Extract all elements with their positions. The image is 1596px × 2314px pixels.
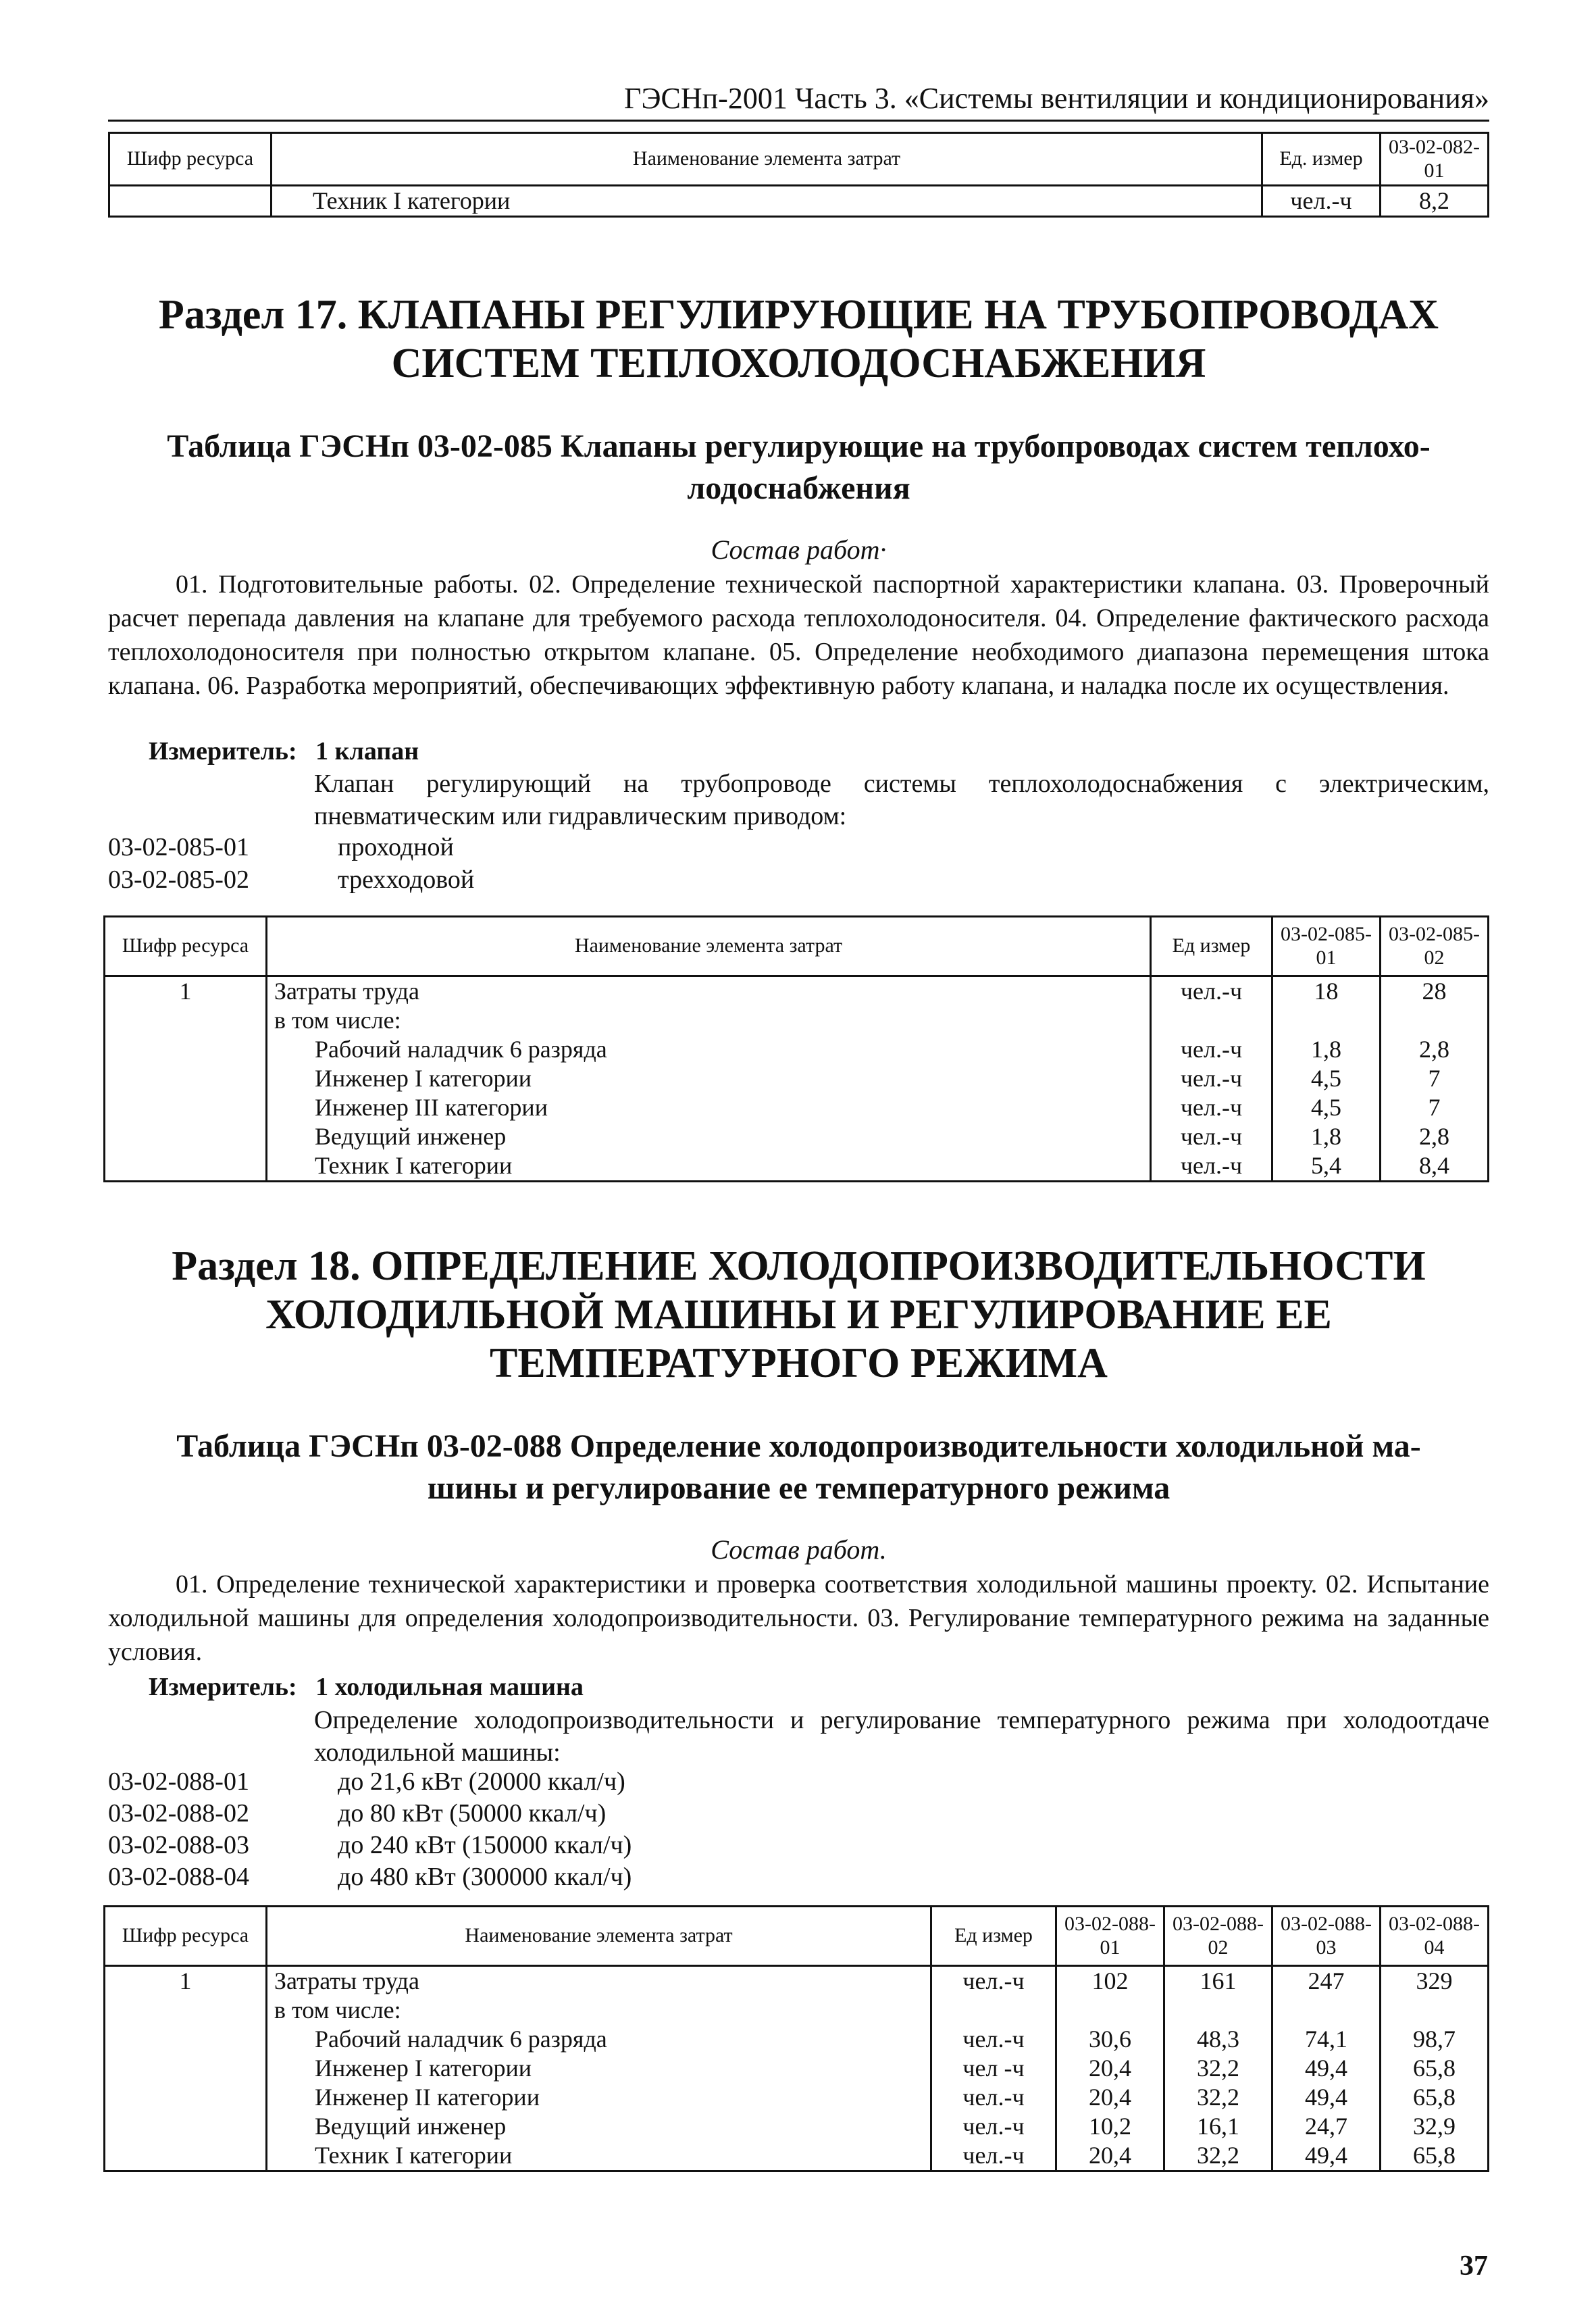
cell-units <box>1151 976 1272 1182</box>
row-unit <box>932 1996 1055 2025</box>
row-value: 49,4 <box>1305 2055 1347 2082</box>
row-value: 161 <box>1200 1967 1237 1994</box>
page-number: 37 <box>1460 2250 1488 2282</box>
code-row <box>108 865 474 895</box>
header-resource: Шифр ресурса <box>105 917 267 976</box>
code: 03-02-088-04 <box>108 1863 249 1891</box>
row-label: Рабочий наладчик 6 разряда <box>315 2026 607 2053</box>
header-name: Наименование элемента затрат <box>267 917 1151 976</box>
row-unit <box>1152 1006 1271 1035</box>
row-value: 247 <box>1308 1967 1345 1994</box>
header-name: Наименование элемента затрат <box>267 1907 931 1966</box>
row-value: 49,4 <box>1305 2084 1347 2111</box>
row-value: 20,4 <box>1089 2084 1131 2111</box>
row-value: 7 <box>1428 1094 1441 1121</box>
row-value: 30,6 <box>1089 2026 1131 2053</box>
code: 03-02-088-03 <box>108 1831 249 1859</box>
meter-label: Измеритель: <box>149 737 297 765</box>
running-header: ГЭСНп-2001 Часть 3. «Системы вентиляции и кондиционирования» <box>108 81 1489 122</box>
header-col-088-02: 03-02-088-02 <box>1164 1907 1272 1966</box>
row-label: в том числе: <box>274 1996 401 2023</box>
row-value: 7 <box>1428 1065 1441 1092</box>
row-value <box>1381 1996 1487 2025</box>
description-085: Клапан регулирующий на трубопроводе системы теплохолодоснабжения с электрическим, пневматическим или гидравлическим приводом: <box>314 770 1489 830</box>
row-unit: чел.-ч <box>962 1967 1025 1994</box>
header-resource: Шифр ресурса <box>109 133 272 186</box>
meter-088 <box>149 1672 584 1702</box>
row-value: 32,2 <box>1197 2055 1239 2082</box>
row-unit: чел.-ч <box>1180 1094 1243 1121</box>
row-label: Ведущий инженер <box>315 1123 507 1150</box>
header-unit: Ед измер <box>1151 917 1272 976</box>
table-088-title-line1: Таблица ГЭСНп 03-02-088 Определение холодопроизводительности холодильной ма- <box>176 1428 1421 1464</box>
code: 03-02-085-02 <box>108 865 249 894</box>
header-unit: Ед. измер <box>1262 133 1381 186</box>
header-unit: Ед измер <box>931 1907 1056 1966</box>
composition-label-085: Состав работ· <box>711 534 887 565</box>
cell-values-col1 <box>1272 976 1381 1182</box>
row-value: 102 <box>1091 1967 1129 1994</box>
table-085-title-line1: Таблица ГЭСНп 03-02-085 Клапаны регулирующие на трубопроводах систем теплохо- <box>167 428 1431 464</box>
header-col-085-02: 03-02-085-02 <box>1381 917 1489 976</box>
row-unit: чел.-ч <box>962 2084 1025 2111</box>
cell-resource <box>109 186 272 217</box>
meter-value: 1 холодильная машина <box>315 1673 584 1701</box>
code-row <box>108 1767 625 1796</box>
cell-values-col3 <box>1272 1966 1381 2171</box>
code-row <box>108 1830 632 1860</box>
header-resource: Шифр ресурса <box>105 1907 267 1966</box>
meter-label: Измеритель: <box>149 1673 297 1701</box>
row-label: Рабочий наладчик 6 разряда <box>315 1036 607 1063</box>
cell-values-col2 <box>1164 1966 1272 2171</box>
row-label: Инженер I категории <box>315 2055 532 2082</box>
row-unit: чел.-ч <box>1180 1152 1243 1179</box>
row-value: 32,2 <box>1197 2084 1239 2111</box>
header-col-088-01: 03-02-088-01 <box>1056 1907 1164 1966</box>
row-value <box>1381 1006 1487 1035</box>
description-088: Определение холодопроизводительности и регулирование температурного режима при холодоотдаче холодильной машины: <box>314 1706 1489 1767</box>
row-unit: чел.-ч <box>1180 978 1243 1005</box>
row-value: 18 <box>1314 978 1339 1005</box>
row-label: в том числе: <box>274 1007 401 1034</box>
code: 03-02-088-02 <box>108 1799 249 1828</box>
section-17-title-line1: Раздел 17. КЛАПАНЫ РЕГУЛИРУЮЩИЕ НА ТРУБОПРОВОДАХ <box>158 292 1439 338</box>
cell-resource: 1 <box>105 976 267 1182</box>
section-18-title-line2: ХОЛОДИЛЬНОЙ МАШИНЫ И РЕГУЛИРОВАНИЕ ЕЕ <box>265 1292 1332 1338</box>
row-value: 65,8 <box>1413 2055 1456 2082</box>
row-value <box>1057 1996 1163 2025</box>
row-unit: чел -ч <box>962 2055 1025 2082</box>
header-col-082-01: 03-02-082-01 <box>1381 133 1489 186</box>
code-label: до 21,6 кВт (20000 ккал/ч) <box>338 1767 625 1796</box>
row-label: Техник I категории <box>315 1152 513 1179</box>
header-col-088-03: 03-02-088-03 <box>1272 1907 1381 1966</box>
row-label: Ведущий инженер <box>315 2113 507 2140</box>
code-label: проходной <box>338 833 454 861</box>
row-value <box>1165 1996 1271 2025</box>
composition-label-088: Состав работ. <box>711 1534 887 1565</box>
row-value <box>1273 1996 1379 2025</box>
row-value: 2,8 <box>1419 1123 1449 1150</box>
section-17-title-line2: СИСТЕМ ТЕПЛОХОЛОДОСНАБЖЕНИЯ <box>391 341 1206 386</box>
cell-values-col4 <box>1381 1966 1489 2171</box>
table-088-title-line2: шины и регулирование ее температурного режима <box>427 1470 1170 1506</box>
row-unit: чел.-ч <box>1180 1065 1243 1092</box>
row-unit: чел.-ч <box>962 2113 1025 2140</box>
cell-resource: 1 <box>105 1966 267 2171</box>
cell-values-col2 <box>1381 976 1489 1182</box>
meter-085 <box>149 736 419 766</box>
header-col-085-01: 03-02-085-01 <box>1272 917 1381 976</box>
cell-units <box>931 1966 1056 2171</box>
row-value: 10,2 <box>1089 2113 1131 2140</box>
table-088 <box>103 1905 1489 2172</box>
row-value: 20,4 <box>1089 2055 1131 2082</box>
code: 03-02-085-01 <box>108 833 249 861</box>
row-value: 1,8 <box>1311 1123 1341 1150</box>
cell-unit: чел.-ч <box>1262 186 1381 217</box>
row-value: 24,7 <box>1305 2113 1347 2140</box>
composition-text-088: 01. Определение технической характеристики и проверка соответствия холодильной машины проекту. 02. Испытание холодильной машины для определения холодопроизводительности. 03. Регулирование температурного режима на заданные условия. <box>108 1570 1489 1666</box>
row-value: 8,4 <box>1419 1152 1449 1179</box>
section-18-title-line1: Раздел 18. ОПРЕДЕЛЕНИЕ ХОЛОДОПРОИЗВОДИТЕЛЬНОСТИ <box>172 1243 1426 1289</box>
row-value: 98,7 <box>1413 2026 1456 2053</box>
row-unit: чел.-ч <box>962 2026 1025 2053</box>
row-value: 28 <box>1422 978 1447 1005</box>
code-label: до 80 кВт (50000 ккал/ч) <box>338 1799 607 1828</box>
table-085 <box>103 915 1489 1182</box>
row-label: Инженер III категории <box>315 1094 548 1121</box>
code-label: до 240 кВт (150000 ккал/ч) <box>338 1831 632 1859</box>
row-value: 20,4 <box>1089 2142 1131 2169</box>
row-value: 48,3 <box>1197 2026 1239 2053</box>
cell-names <box>267 976 1151 1182</box>
row-value: 74,1 <box>1305 2026 1347 2053</box>
row-value: 32,2 <box>1197 2142 1239 2169</box>
section-18-title-line3: ТЕМПЕРАТУРНОГО РЕЖИМА <box>490 1340 1108 1386</box>
cell-names <box>267 1966 931 2171</box>
row-value: 1,8 <box>1311 1036 1341 1063</box>
code-label: до 480 кВт (300000 ккал/ч) <box>338 1863 632 1891</box>
code: 03-02-088-01 <box>108 1767 249 1796</box>
row-value: 65,8 <box>1413 2142 1456 2169</box>
row-label: Затраты труда <box>274 1967 419 1994</box>
cell-values-col1 <box>1056 1966 1164 2171</box>
header-name: Наименование элемента затрат <box>272 133 1262 186</box>
row-label: Техник I категории <box>315 2142 513 2169</box>
code-row <box>108 832 454 862</box>
row-unit: чел.-ч <box>1180 1123 1243 1150</box>
row-label: Инженер I категории <box>315 1065 532 1092</box>
row-unit: чел.-ч <box>1180 1036 1243 1063</box>
header-col-088-04: 03-02-088-04 <box>1381 1907 1489 1966</box>
cell-name: Техник I категории <box>272 186 1262 217</box>
code-label: трехходовой <box>338 865 475 894</box>
carryover-table <box>108 132 1489 218</box>
row-value: 16,1 <box>1197 2113 1239 2140</box>
row-value: 4,5 <box>1311 1094 1341 1121</box>
meter-value: 1 клапан <box>315 737 419 765</box>
code-row <box>108 1862 632 1892</box>
row-value: 2,8 <box>1419 1036 1449 1063</box>
cell-value: 8,2 <box>1381 186 1489 217</box>
row-value: 65,8 <box>1413 2084 1456 2111</box>
row-value: 4,5 <box>1311 1065 1341 1092</box>
row-value: 49,4 <box>1305 2142 1347 2169</box>
row-value: 5,4 <box>1311 1152 1341 1179</box>
row-unit: чел.-ч <box>962 2142 1025 2169</box>
row-label: Затраты труда <box>274 978 419 1005</box>
code-row <box>108 1799 606 1828</box>
row-value: 329 <box>1416 1967 1453 1994</box>
row-label: Инженер II категории <box>315 2084 540 2111</box>
table-085-title-line2: лодоснабжения <box>687 470 910 506</box>
composition-text-085: 01. Подготовительные работы. 02. Определение технической паспортной характеристики клапана. 03. Проверочный расчет перепада давления на клапане для требуемого расхода теплохолодоносителя. 04. Определение фактического расхода теплохолодоносителя при полностью открытом клапане. 05. Определение необходимого диапазона перемещения штока клапана. 06. Разработка мероприятий, обеспечивающих эффективную работу клапана, и наладка после их осуществления. <box>108 570 1489 700</box>
row-value <box>1273 1006 1379 1035</box>
row-value: 32,9 <box>1413 2113 1456 2140</box>
